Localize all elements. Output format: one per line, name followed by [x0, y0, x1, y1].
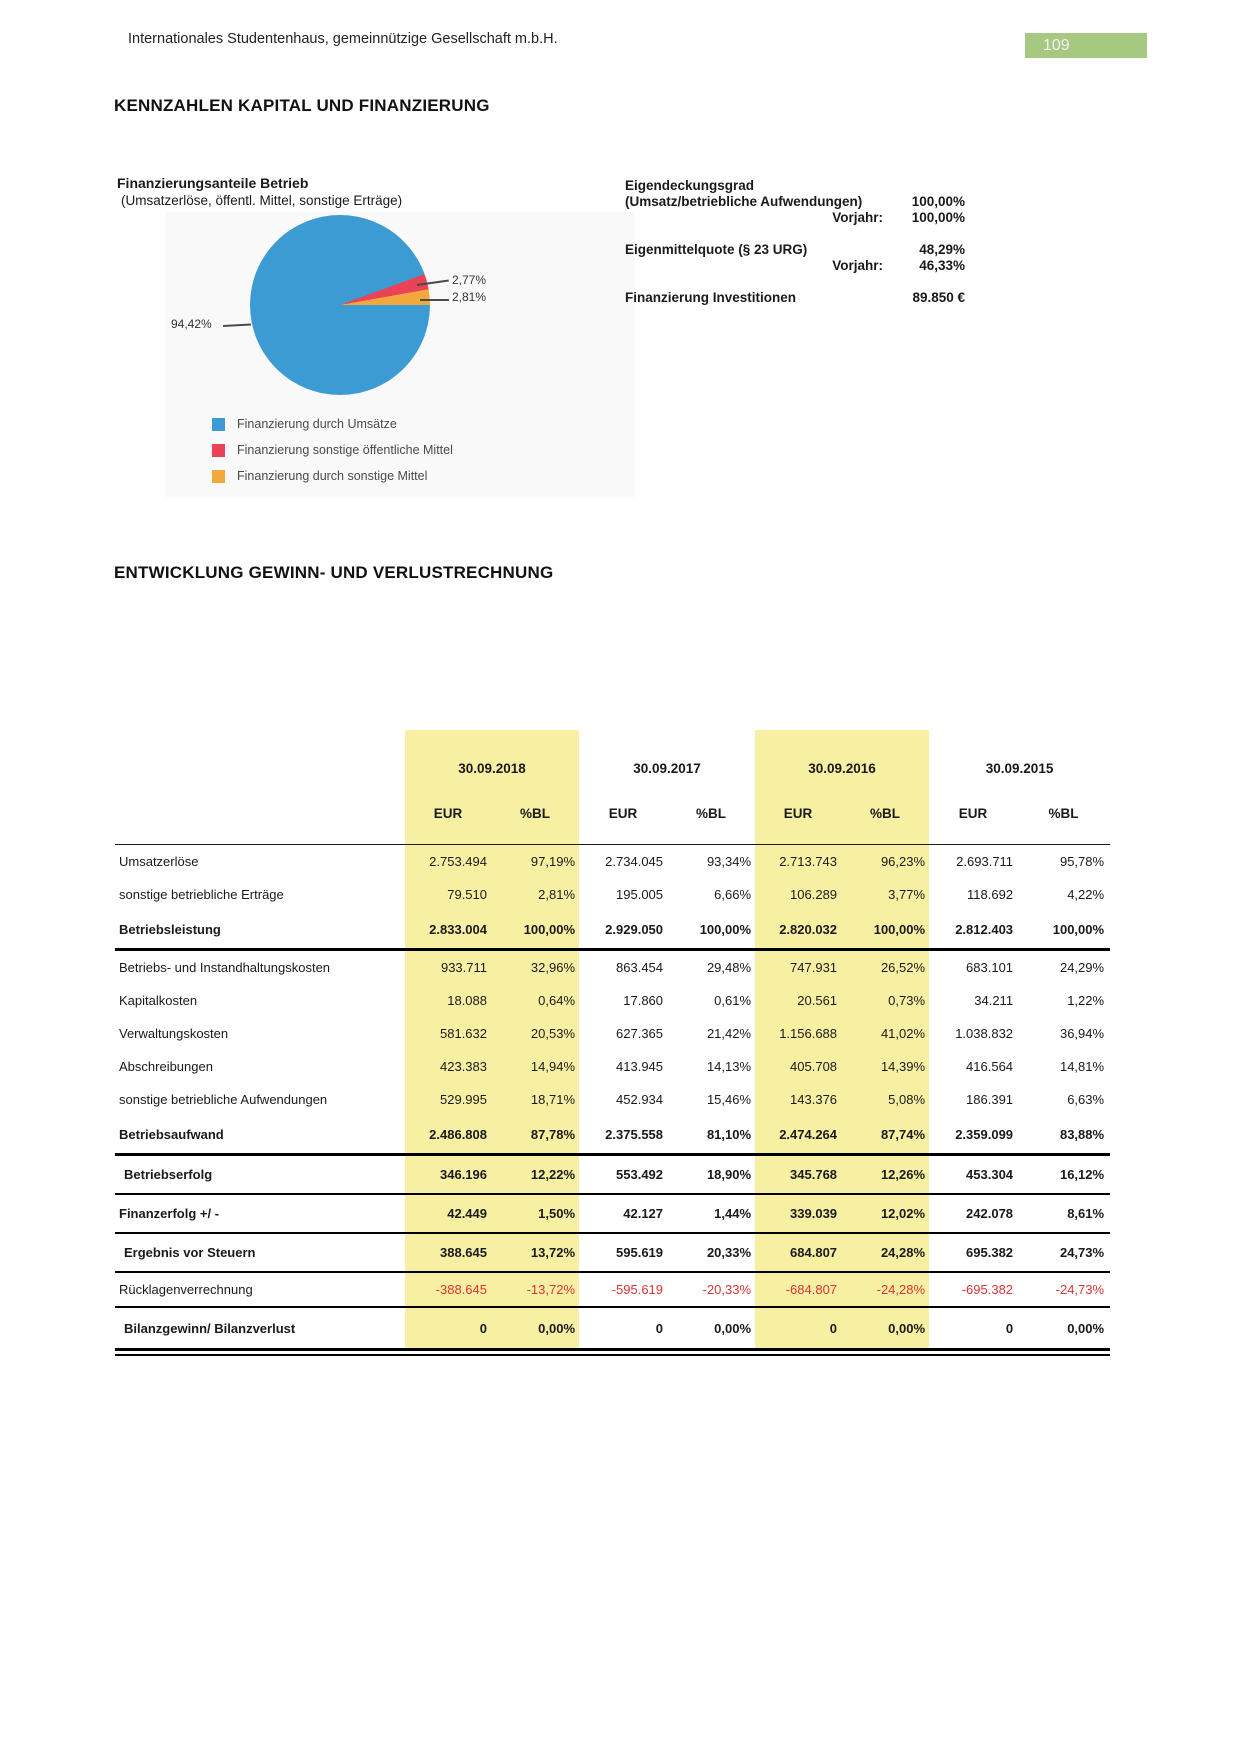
year-header: 30.09.2016: [755, 730, 929, 782]
table-row: [115, 1272, 1110, 1307]
key-figure-row: [625, 242, 965, 258]
table-row: [115, 1194, 1110, 1233]
value-cell: 413.945: [616, 1059, 664, 1074]
column-subheader: EUR: [755, 782, 841, 845]
value-cell: 416.564: [966, 1059, 1014, 1074]
table-row: [115, 950, 1110, 985]
value-cell: 595.619: [579, 1233, 667, 1272]
row-label: Betriebsleistung: [115, 911, 405, 950]
key-figures-block: [625, 178, 965, 306]
page-number: 109: [1043, 36, 1070, 54]
value-cell: 29,48%: [706, 960, 752, 975]
key-figure-row: [625, 178, 965, 194]
row-label: Ergebnis vor Steuern: [115, 1233, 405, 1272]
value-cell: 87,74%: [841, 1116, 929, 1155]
value-cell: 2.474.264: [755, 1116, 841, 1155]
table-bottom-double-line: [115, 1354, 1110, 1356]
value-cell: 529.995: [405, 1083, 491, 1116]
value-cell: 106.289: [755, 878, 841, 911]
value-cell: 17.860: [623, 993, 664, 1008]
value-cell: 405.708: [755, 1050, 841, 1083]
value-cell: 339.039: [755, 1194, 841, 1233]
value-cell: 93,34%: [706, 854, 752, 869]
column-subheader: %BL: [667, 782, 755, 845]
row-label: Rücklagenverrechnung: [115, 1272, 405, 1307]
table-row: [115, 1050, 1110, 1083]
value-cell: 2.375.558: [579, 1116, 667, 1155]
value-cell: 2,81%: [491, 878, 579, 911]
value-cell: 36,94%: [1059, 1026, 1105, 1041]
value-cell: 0: [579, 1307, 667, 1350]
value-cell: -13,72%: [491, 1272, 579, 1307]
value-cell: 20,33%: [667, 1233, 755, 1272]
chart-legend: [212, 417, 453, 483]
value-cell: 26,52%: [841, 950, 929, 985]
value-cell: 5,08%: [841, 1083, 929, 1116]
value-cell: 0,00%: [841, 1307, 929, 1350]
value-cell: 0: [755, 1307, 841, 1350]
key-figure-label: Eigendeckungsgrad: [625, 178, 755, 193]
legend-swatch: [212, 444, 225, 457]
value-cell: 684.807: [755, 1233, 841, 1272]
section-title-guv: ENTWICKLUNG GEWINN- UND VERLUSTRECHNUNG: [114, 563, 554, 582]
value-cell: 0,00%: [491, 1307, 579, 1350]
legend-label: Finanzierung durch sonstige Mittel: [237, 469, 428, 483]
value-cell: 87,78%: [491, 1116, 579, 1155]
value-cell: 3,77%: [841, 878, 929, 911]
table-row: [115, 984, 1110, 1017]
value-cell: 2.713.743: [755, 845, 841, 879]
legend-swatch: [212, 418, 225, 431]
value-cell: -20,33%: [667, 1272, 755, 1307]
page-number-badge: [1025, 33, 1147, 58]
value-cell: 1.038.832: [955, 1026, 1014, 1041]
value-cell: 1,44%: [667, 1194, 755, 1233]
pie-leader-line: [223, 324, 251, 327]
value-cell: 345.768: [755, 1155, 841, 1195]
value-cell: 0,00%: [667, 1307, 755, 1350]
chart-title: Finanzierungsanteile Betrieb: [117, 175, 309, 191]
vorjahr-label: Vorjahr:: [832, 258, 883, 273]
row-label: sonstige betriebliche Aufwendungen: [119, 1092, 328, 1107]
vorjahr-value: 100,00%: [911, 210, 965, 225]
value-cell: 0,00%: [1017, 1307, 1110, 1350]
value-cell: 242.078: [929, 1194, 1017, 1233]
value-cell: 0,61%: [714, 993, 752, 1008]
value-cell: 452.934: [616, 1092, 664, 1107]
value-cell: 41,02%: [841, 1017, 929, 1050]
value-cell: 24,29%: [1059, 960, 1105, 975]
table-row: [115, 911, 1110, 950]
table-row: [115, 1307, 1110, 1350]
table-row: [115, 1083, 1110, 1116]
value-cell: 42.449: [405, 1194, 491, 1233]
value-cell: 18.088: [405, 984, 491, 1017]
value-cell: 627.365: [616, 1026, 664, 1041]
column-subheader: %BL: [841, 782, 929, 845]
value-cell: 6,66%: [714, 887, 752, 902]
column-subheader: EUR: [405, 782, 491, 845]
year-header: 30.09.2015: [985, 761, 1054, 776]
key-figure-value: 89.850 €: [912, 290, 965, 305]
row-label: Umsatzerlöse: [119, 854, 199, 869]
value-cell: 14,13%: [706, 1059, 752, 1074]
value-cell: 100,00%: [667, 911, 755, 950]
year-header: 30.09.2017: [633, 761, 701, 776]
value-cell: 79.510: [405, 878, 491, 911]
value-cell: 12,22%: [491, 1155, 579, 1195]
key-figure-row: [625, 194, 965, 210]
key-figure-value: 48,29%: [919, 242, 965, 257]
value-cell: 42.127: [579, 1194, 667, 1233]
value-cell: 12,02%: [841, 1194, 929, 1233]
value-cell: 0: [929, 1307, 1017, 1350]
value-cell: 683.101: [966, 960, 1014, 975]
value-cell: 15,46%: [706, 1092, 752, 1107]
value-cell: 18,90%: [667, 1155, 755, 1195]
pie-chart: [250, 215, 430, 395]
row-label: Abschreibungen: [119, 1059, 213, 1074]
key-figure-label: Finanzierung Investitionen: [625, 290, 797, 305]
table-row: [115, 845, 1110, 879]
vorjahr-value: 46,33%: [919, 258, 965, 273]
pie-slice-label: 2,81%: [452, 290, 487, 304]
value-cell: 95,78%: [1059, 854, 1105, 869]
legend-item: [212, 417, 453, 431]
legend-label: Finanzierung sonstige öffentliche Mittel: [237, 443, 453, 457]
key-figure-row: [625, 210, 965, 226]
legend-item: [212, 469, 453, 483]
key-figure-row: [625, 258, 965, 274]
value-cell: 6,63%: [1067, 1092, 1105, 1107]
column-subheader: EUR: [579, 782, 667, 845]
profit-loss-table: [115, 730, 1110, 1351]
value-cell: -595.619: [579, 1272, 667, 1307]
column-subheader: EUR: [929, 782, 1017, 845]
value-cell: 2.734.045: [605, 854, 664, 869]
value-cell: 2.820.032: [755, 911, 841, 950]
value-cell: 100,00%: [841, 911, 929, 950]
value-cell: 695.382: [929, 1233, 1017, 1272]
column-subheader: %BL: [1017, 782, 1110, 845]
legend-item: [212, 443, 453, 457]
value-cell: -684.807: [755, 1272, 841, 1307]
table-row: [115, 1017, 1110, 1050]
row-label: Betriebsaufwand: [115, 1116, 405, 1155]
value-cell: 346.196: [405, 1155, 491, 1195]
value-cell: 2.693.711: [956, 854, 1014, 869]
value-cell: 2.359.099: [929, 1116, 1017, 1155]
value-cell: 2.929.050: [579, 911, 667, 950]
row-label: Bilanzgewinn/ Bilanzverlust: [115, 1307, 405, 1350]
year-header: 30.09.2018: [405, 730, 579, 782]
value-cell: 14,39%: [841, 1050, 929, 1083]
pie-chart-panel: [165, 212, 635, 497]
table-row: [115, 878, 1110, 911]
value-cell: 453.304: [929, 1155, 1017, 1195]
row-label: Kapitalkosten: [119, 993, 198, 1008]
value-cell: 747.931: [755, 950, 841, 985]
value-cell: 21,42%: [706, 1026, 752, 1041]
value-cell: 143.376: [755, 1083, 841, 1116]
table-row: [115, 1155, 1110, 1195]
value-cell: 2.833.004: [405, 911, 491, 950]
section-title-kennzahlen: KENNZAHLEN KAPITAL UND FINANZIERUNG: [114, 96, 490, 115]
row-label: sonstige betriebliche Erträge: [119, 887, 284, 902]
value-cell: 0: [405, 1307, 491, 1350]
value-cell: 97,19%: [491, 845, 579, 879]
row-label: Betriebs- und Instandhaltungskosten: [119, 960, 331, 975]
value-cell: 863.454: [616, 960, 664, 975]
value-cell: 100,00%: [491, 911, 579, 950]
value-cell: 2.812.403: [929, 911, 1017, 950]
value-cell: 24,28%: [841, 1233, 929, 1272]
value-cell: 12,26%: [841, 1155, 929, 1195]
value-cell: 186.391: [966, 1092, 1014, 1107]
value-cell: 118.692: [967, 887, 1014, 902]
value-cell: 32,96%: [491, 950, 579, 985]
value-cell: 14,94%: [491, 1050, 579, 1083]
year-header-row: [115, 730, 1110, 782]
value-cell: 2.753.494: [405, 845, 491, 879]
subheader-row: [115, 782, 1110, 845]
value-cell: 2.486.808: [405, 1116, 491, 1155]
table-row: [115, 1233, 1110, 1272]
value-cell: 16,12%: [1017, 1155, 1110, 1195]
value-cell: 24,73%: [1017, 1233, 1110, 1272]
value-cell: 81,10%: [667, 1116, 755, 1155]
value-cell: 1,22%: [1067, 993, 1105, 1008]
value-cell: 4,22%: [1067, 887, 1105, 902]
value-cell: 14,81%: [1059, 1059, 1105, 1074]
value-cell: 13,72%: [491, 1233, 579, 1272]
key-figure-label: Eigenmittelquote (§ 23 URG): [625, 242, 808, 257]
table-row: [115, 1116, 1110, 1155]
row-label: Verwaltungskosten: [119, 1026, 229, 1041]
pl-table-wrap: [115, 730, 1110, 1356]
document-header-text: Internationales Studentenhaus, gemeinnützige Gesellschaft m.b.H.: [128, 31, 558, 47]
row-label: Betriebserfolg: [115, 1155, 405, 1195]
chart-subtitle: (Umsatzerlöse, öffentl. Mittel, sonstige Erträge): [121, 193, 403, 208]
value-cell: -24,28%: [841, 1272, 929, 1307]
value-cell: 20.561: [755, 984, 841, 1017]
pie-leader-line: [420, 299, 449, 301]
value-cell: 0,64%: [491, 984, 579, 1017]
value-cell: 100,00%: [1017, 911, 1110, 950]
value-cell: 34.211: [974, 993, 1014, 1008]
value-cell: 18,71%: [491, 1083, 579, 1116]
value-cell: 20,53%: [491, 1017, 579, 1050]
key-figure-value: 100,00%: [911, 194, 965, 209]
value-cell: 553.492: [579, 1155, 667, 1195]
pie-slice-label: 94,42%: [171, 317, 212, 331]
value-cell: -695.382: [929, 1272, 1017, 1307]
value-cell: 8,61%: [1017, 1194, 1110, 1233]
row-label: Finanzerfolg +/ -: [115, 1194, 405, 1233]
key-figure-row: [625, 290, 965, 306]
value-cell: 96,23%: [841, 845, 929, 879]
pie-slice-label: 2,77%: [452, 273, 487, 287]
value-cell: 0,73%: [841, 984, 929, 1017]
value-cell: 1,50%: [491, 1194, 579, 1233]
value-cell: 423.383: [405, 1050, 491, 1083]
legend-swatch: [212, 470, 225, 483]
value-cell: -388.645: [405, 1272, 491, 1307]
key-figure-label: (Umsatz/betriebliche Aufwendungen): [625, 194, 863, 209]
value-cell: 195.005: [616, 887, 664, 902]
legend-label: Finanzierung durch Umsätze: [237, 417, 397, 431]
value-cell: -24,73%: [1017, 1272, 1110, 1307]
vorjahr-label: Vorjahr:: [832, 210, 883, 225]
value-cell: 581.632: [405, 1017, 491, 1050]
column-subheader: %BL: [491, 782, 579, 845]
value-cell: 933.711: [405, 950, 491, 985]
value-cell: 83,88%: [1017, 1116, 1110, 1155]
value-cell: 1.156.688: [755, 1017, 841, 1050]
value-cell: 388.645: [405, 1233, 491, 1272]
